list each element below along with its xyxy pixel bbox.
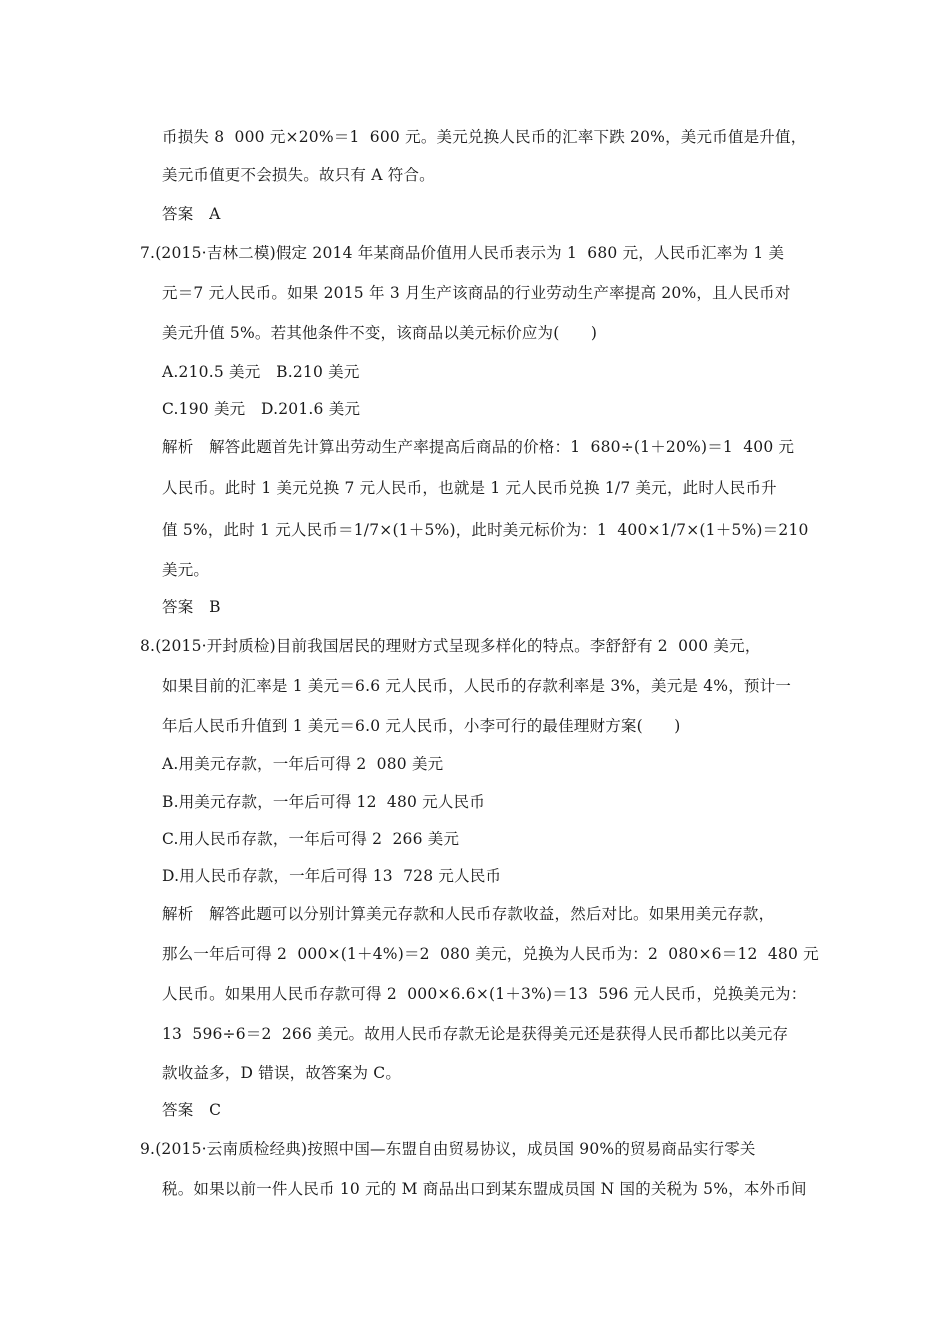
question-8-line: 8.(2015·开封质检)目前我国居民的理财方式呈现多样化的特点。李舒舒有 2 000 美元， bbox=[140, 637, 761, 655]
option-line: C.用人民币存款，一年后可得 2 266 美元 bbox=[162, 830, 460, 848]
text-line: 美元升值 5%。若其他条件不变，该商品以美元标价应为( ) bbox=[162, 324, 598, 342]
question-7-line: 7.(2015·吉林二模)假定 2014 年某商品价值用人民币表示为 1 680 元，人民币汇率为 1 美 bbox=[140, 244, 785, 262]
text-line: 美元币值更不会损失。故只有 A 符合。 bbox=[162, 166, 435, 184]
option-line: A.用美元存款，一年后可得 2 080 美元 bbox=[162, 755, 444, 773]
option-line: D.用人民币存款，一年后可得 13 728 元人民币 bbox=[162, 867, 502, 885]
text-line: 人民币。此时 1 美元兑换 7 元人民币，也就是 1 元人民币兑换 1/7 美元，此时人民币升 bbox=[162, 479, 777, 497]
analysis-line: 解析 解答此题首先计算出劳动生产率提高后商品的价格：1 680÷(1＋20%)＝1 400 元 bbox=[162, 438, 795, 456]
option-line: C.190 美元 D.201.6 美元 bbox=[162, 400, 361, 418]
text-line: 那么一年后可得 2 000×(1＋4%)＝2 080 美元，兑换为人民币为：2 080×6＝12 480 元 bbox=[162, 945, 819, 963]
analysis-line: 解析 解答此题可以分别计算美元存款和人民币存款收益，然后对比。如果用美元存款， bbox=[162, 905, 775, 923]
text-line: 如果目前的汇率是 1 美元＝6.6 元人民币，人民币的存款利率是 3%，美元是 4%，预计一 bbox=[162, 677, 792, 695]
text-line: 年后人民币升值到 1 美元＝6.0 元人民币，小李可行的最佳理财方案( ) bbox=[162, 717, 681, 735]
option-line: A.210.5 美元 B.210 美元 bbox=[162, 363, 360, 381]
text-line: 值 5%，此时 1 元人民币＝1/7×(1＋5%)，此时美元标价为：1 400×1/7×(1＋5%)＝210 bbox=[162, 521, 809, 539]
answer-line: 答案 C bbox=[162, 1101, 222, 1119]
text-line: 币损失 8 000 元×20%＝1 600 元。美元兑换人民币的汇率下跌 20%，美元币值是升值， bbox=[162, 128, 807, 146]
option-line: B.用美元存款，一年后可得 12 480 元人民币 bbox=[162, 793, 486, 811]
answer-line: 答案 A bbox=[162, 205, 221, 223]
text-line: 款收益多，D 错误，故答案为 C。 bbox=[162, 1064, 402, 1082]
answer-line: 答案 B bbox=[162, 598, 221, 616]
text-line: 人民币。如果用人民币存款可得 2 000×6.6×(1＋3%)＝13 596 元人民币，兑换美元为： bbox=[162, 985, 807, 1003]
text-line: 美元。 bbox=[162, 561, 210, 579]
text-line: 税。如果以前一件人民币 10 元的 M 商品出口到某东盟成员国 N 国的关税为 5%，本外币间 bbox=[162, 1180, 807, 1198]
question-9-line: 9.(2015·云南质检经典)按照中国—东盟自由贸易协议，成员国 90%的贸易商品实行零关 bbox=[140, 1140, 756, 1158]
text-line: 13 596÷6＝2 266 美元。故用人民币存款无论是获得美元还是获得人民币都比以美元存 bbox=[162, 1025, 789, 1043]
text-line: 元＝7 元人民币。如果 2015 年 3 月生产该商品的行业劳动生产率提高 20%，且人民币对 bbox=[162, 284, 791, 302]
